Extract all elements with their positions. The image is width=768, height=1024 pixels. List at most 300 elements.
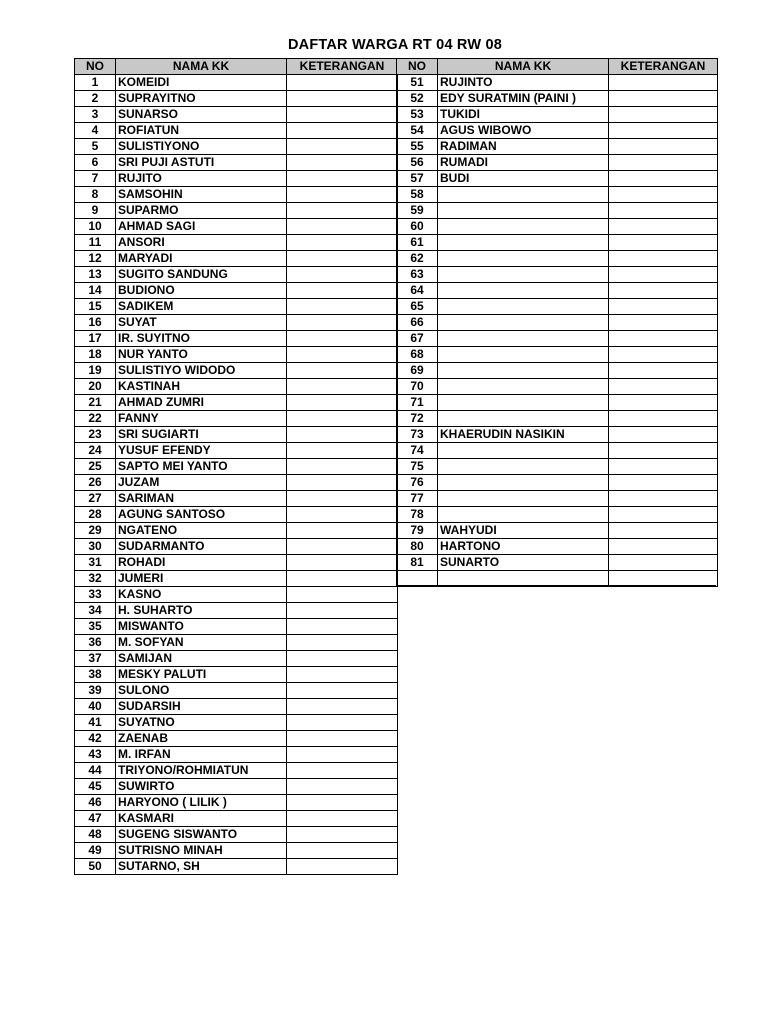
row-nama-kk: SUGENG SISWANTO: [116, 827, 287, 843]
row-nama-kk: [438, 507, 609, 523]
row-keterangan: [287, 763, 398, 779]
row-number: 41: [75, 715, 116, 731]
row-keterangan: [609, 555, 718, 571]
row-keterangan: [287, 235, 398, 251]
table-row: [75, 459, 398, 475]
row-nama-kk: [438, 395, 609, 411]
table-row: [75, 251, 398, 267]
row-nama-kk: SUPRAYITNO: [116, 91, 287, 107]
row-number: 54: [397, 123, 438, 139]
warga-table-right: [396, 58, 718, 587]
row-keterangan: [287, 107, 398, 123]
row-keterangan: [287, 475, 398, 491]
row-nama-kk: JUMERI: [116, 571, 287, 587]
table-row: [75, 107, 398, 123]
table-row: [397, 411, 718, 427]
row-keterangan: [287, 779, 398, 795]
table-row: [75, 507, 398, 523]
row-nama-kk: [438, 219, 609, 235]
row-number: 10: [75, 219, 116, 235]
header-nama-kk: NAMA KK: [438, 59, 609, 75]
row-nama-kk: KASTINAH: [116, 379, 287, 395]
row-keterangan: [287, 507, 398, 523]
row-nama-kk: AHMAD SAGI: [116, 219, 287, 235]
row-number: 8: [75, 187, 116, 203]
row-nama-kk: [438, 235, 609, 251]
table-row: [75, 155, 398, 171]
table-row: [75, 699, 398, 715]
row-nama-kk: BUDIONO: [116, 283, 287, 299]
row-keterangan: [287, 395, 398, 411]
row-number: 1: [75, 75, 116, 91]
row-nama-kk: BUDI: [438, 171, 609, 187]
row-number: 6: [75, 155, 116, 171]
row-number: 76: [397, 475, 438, 491]
row-number: 40: [75, 699, 116, 715]
row-keterangan: [609, 107, 718, 123]
row-keterangan: [609, 75, 718, 91]
row-keterangan: [287, 667, 398, 683]
row-nama-kk: AGUS WIBOWO: [438, 123, 609, 139]
row-keterangan: [287, 731, 398, 747]
table-row: [397, 91, 718, 107]
row-nama-kk: RUJINTO: [438, 75, 609, 91]
row-number: 5: [75, 139, 116, 155]
row-number: 49: [75, 843, 116, 859]
row-nama-kk: SUYATNO: [116, 715, 287, 731]
table-row: [75, 715, 398, 731]
row-number: 65: [397, 299, 438, 315]
table-row: [397, 459, 718, 475]
table-row: [75, 443, 398, 459]
row-nama-kk: [438, 475, 609, 491]
table-row: [75, 123, 398, 139]
row-nama-kk: [438, 347, 609, 363]
row-number: 60: [397, 219, 438, 235]
row-number: 25: [75, 459, 116, 475]
table-row: [75, 363, 398, 379]
table-row: [75, 843, 398, 859]
row-number: 13: [75, 267, 116, 283]
row-number: 30: [75, 539, 116, 555]
row-nama-kk: [438, 299, 609, 315]
row-number: 43: [75, 747, 116, 763]
page-title: DAFTAR WARGA RT 04 RW 08: [288, 37, 502, 53]
row-number: 4: [75, 123, 116, 139]
row-keterangan: [287, 299, 398, 315]
table-row: [75, 475, 398, 491]
row-nama-kk: [438, 443, 609, 459]
row-number: 31: [75, 555, 116, 571]
row-number: 29: [75, 523, 116, 539]
table-row: [75, 747, 398, 763]
table-row: [75, 347, 398, 363]
row-nama-kk: SAMIJAN: [116, 651, 287, 667]
table-row: [75, 267, 398, 283]
row-nama-kk: SUNARTO: [438, 555, 609, 571]
row-nama-kk: KASNO: [116, 587, 287, 603]
header-nama-kk: NAMA KK: [116, 59, 287, 75]
table-row: [75, 763, 398, 779]
row-keterangan: [287, 699, 398, 715]
row-keterangan: [609, 395, 718, 411]
table-header-row: [75, 59, 398, 75]
row-number: 14: [75, 283, 116, 299]
row-number: 15: [75, 299, 116, 315]
row-nama-kk: SAPTO MEI YANTO: [116, 459, 287, 475]
table-row: [397, 123, 718, 139]
table-row: [397, 251, 718, 267]
table-row: [75, 491, 398, 507]
row-nama-kk: SUNARSO: [116, 107, 287, 123]
row-nama-kk: SAMSOHIN: [116, 187, 287, 203]
row-keterangan: [609, 299, 718, 315]
row-nama-kk: KHAERUDIN NASIKIN: [438, 427, 609, 443]
row-number: 45: [75, 779, 116, 795]
row-number: 50: [75, 859, 116, 875]
row-number: 3: [75, 107, 116, 123]
row-number: 48: [75, 827, 116, 843]
row-nama-kk: YUSUF EFENDY: [116, 443, 287, 459]
row-keterangan: [287, 571, 398, 587]
row-keterangan: [287, 827, 398, 843]
table-row: [397, 107, 718, 123]
row-keterangan: [287, 443, 398, 459]
row-number: 61: [397, 235, 438, 251]
table-row: [75, 859, 398, 875]
row-keterangan: [287, 555, 398, 571]
row-nama-kk: [438, 283, 609, 299]
table-row: [397, 539, 718, 555]
row-number: 12: [75, 251, 116, 267]
row-keterangan: [287, 859, 398, 875]
table-row: [75, 827, 398, 843]
table-header-row: [397, 59, 718, 75]
row-number: 52: [397, 91, 438, 107]
row-nama-kk: SADIKEM: [116, 299, 287, 315]
table-row: [397, 379, 718, 395]
table-end-line: [396, 585, 716, 586]
row-nama-kk: AHMAD ZUMRI: [116, 395, 287, 411]
table-row: [397, 555, 718, 571]
row-number: 16: [75, 315, 116, 331]
row-nama-kk: SULISTIYO WIDODO: [116, 363, 287, 379]
row-nama-kk: EDY SURATMIN (PAINI ): [438, 91, 609, 107]
row-number: 55: [397, 139, 438, 155]
table-row: [397, 235, 718, 251]
row-keterangan: [609, 91, 718, 107]
row-number: 19: [75, 363, 116, 379]
row-keterangan: [609, 491, 718, 507]
row-keterangan: [287, 251, 398, 267]
row-number: 75: [397, 459, 438, 475]
row-keterangan: [609, 235, 718, 251]
table-row: [397, 219, 718, 235]
row-number: 36: [75, 635, 116, 651]
row-number: 63: [397, 267, 438, 283]
row-keterangan: [287, 747, 398, 763]
row-number: 26: [75, 475, 116, 491]
table-row: [397, 347, 718, 363]
table-row: [75, 731, 398, 747]
row-keterangan: [287, 587, 398, 603]
table-row: [397, 427, 718, 443]
row-number: 32: [75, 571, 116, 587]
row-number: 72: [397, 411, 438, 427]
table-row: [75, 171, 398, 187]
row-nama-kk: SULONO: [116, 683, 287, 699]
table-row: [397, 267, 718, 283]
table-row: [75, 523, 398, 539]
row-number: 2: [75, 91, 116, 107]
row-keterangan: [287, 459, 398, 475]
row-keterangan: [287, 427, 398, 443]
row-keterangan: [609, 443, 718, 459]
row-number: 9: [75, 203, 116, 219]
row-keterangan: [287, 635, 398, 651]
row-number: 56: [397, 155, 438, 171]
row-number: 73: [397, 427, 438, 443]
row-nama-kk: SRI PUJI ASTUTI: [116, 155, 287, 171]
table-row: [75, 331, 398, 347]
table-row: [75, 635, 398, 651]
table-row: [75, 219, 398, 235]
row-keterangan: [287, 651, 398, 667]
row-number: 79: [397, 523, 438, 539]
row-number: 70: [397, 379, 438, 395]
header-keterangan: KETERANGAN: [609, 59, 718, 75]
row-number: 24: [75, 443, 116, 459]
row-nama-kk: SUPARMO: [116, 203, 287, 219]
table-row: [397, 507, 718, 523]
table-row: [397, 523, 718, 539]
row-nama-kk: [438, 363, 609, 379]
row-keterangan: [609, 283, 718, 299]
row-nama-kk: [438, 267, 609, 283]
row-keterangan: [609, 411, 718, 427]
row-nama-kk: RUMADI: [438, 155, 609, 171]
row-keterangan: [609, 331, 718, 347]
row-keterangan: [287, 619, 398, 635]
row-keterangan: [287, 411, 398, 427]
row-number: 46: [75, 795, 116, 811]
table-row: [75, 603, 398, 619]
table-row: [397, 171, 718, 187]
table-row: [75, 571, 398, 587]
row-nama-kk: [438, 187, 609, 203]
row-keterangan: [287, 155, 398, 171]
row-keterangan: [609, 155, 718, 171]
table-row: [75, 187, 398, 203]
row-keterangan: [287, 171, 398, 187]
warga-table-left: [74, 58, 398, 875]
row-number: 64: [397, 283, 438, 299]
row-number: 51: [397, 75, 438, 91]
row-keterangan: [609, 267, 718, 283]
row-nama-kk: SUWIRTO: [116, 779, 287, 795]
header-no: NO: [397, 59, 438, 75]
table-row: [75, 555, 398, 571]
row-nama-kk: SUGITO SANDUNG: [116, 267, 287, 283]
row-keterangan: [609, 475, 718, 491]
row-nama-kk: [438, 315, 609, 331]
row-keterangan: [609, 523, 718, 539]
row-keterangan: [287, 603, 398, 619]
row-nama-kk: IR. SUYITNO: [116, 331, 287, 347]
row-nama-kk: M. IRFAN: [116, 747, 287, 763]
row-nama-kk: ROFIATUN: [116, 123, 287, 139]
row-number: 17: [75, 331, 116, 347]
row-nama-kk: SUDARMANTO: [116, 539, 287, 555]
row-keterangan: [287, 523, 398, 539]
row-number: 23: [75, 427, 116, 443]
row-keterangan: [287, 331, 398, 347]
row-keterangan: [287, 219, 398, 235]
row-nama-kk: [438, 251, 609, 267]
row-number: 37: [75, 651, 116, 667]
table-row: [75, 427, 398, 443]
table-row: [75, 667, 398, 683]
row-nama-kk: [438, 379, 609, 395]
table-row: [75, 139, 398, 155]
table-row: [75, 315, 398, 331]
row-keterangan: [609, 139, 718, 155]
row-keterangan: [609, 187, 718, 203]
row-nama-kk: SRI SUGIARTI: [116, 427, 287, 443]
row-keterangan: [287, 683, 398, 699]
row-number: 38: [75, 667, 116, 683]
row-keterangan: [287, 843, 398, 859]
row-nama-kk: HARYONO ( LILIK ): [116, 795, 287, 811]
row-keterangan: [287, 347, 398, 363]
row-number: 20: [75, 379, 116, 395]
row-keterangan: [287, 267, 398, 283]
row-nama-kk: SUTARNO, SH: [116, 859, 287, 875]
row-nama-kk: RUJITO: [116, 171, 287, 187]
row-number: 39: [75, 683, 116, 699]
row-keterangan: [287, 811, 398, 827]
row-keterangan: [287, 187, 398, 203]
table-row: [397, 299, 718, 315]
table-row: [75, 283, 398, 299]
row-keterangan: [609, 379, 718, 395]
row-number: 27: [75, 491, 116, 507]
row-number: 22: [75, 411, 116, 427]
row-number: 47: [75, 811, 116, 827]
table-row: [397, 443, 718, 459]
table-row: [397, 363, 718, 379]
row-nama-kk: JUZAM: [116, 475, 287, 491]
row-number: 58: [397, 187, 438, 203]
row-nama-kk: SUTRISNO MINAH: [116, 843, 287, 859]
row-number: 74: [397, 443, 438, 459]
row-number: 71: [397, 395, 438, 411]
row-nama-kk: MESKY PALUTI: [116, 667, 287, 683]
row-number: 67: [397, 331, 438, 347]
row-number: 68: [397, 347, 438, 363]
row-keterangan: [609, 363, 718, 379]
table-row: [75, 619, 398, 635]
table-row: [397, 187, 718, 203]
row-number: 59: [397, 203, 438, 219]
table-row: [75, 91, 398, 107]
row-keterangan: [287, 203, 398, 219]
row-number: 53: [397, 107, 438, 123]
row-keterangan: [287, 491, 398, 507]
table-row: [397, 331, 718, 347]
row-number: 35: [75, 619, 116, 635]
row-keterangan: [609, 315, 718, 331]
row-number: 78: [397, 507, 438, 523]
row-nama-kk: MARYADI: [116, 251, 287, 267]
row-nama-kk: [438, 331, 609, 347]
row-nama-kk: [438, 411, 609, 427]
row-number: 33: [75, 587, 116, 603]
row-number: 80: [397, 539, 438, 555]
row-nama-kk: ANSORI: [116, 235, 287, 251]
row-nama-kk: SULISTIYONO: [116, 139, 287, 155]
row-keterangan: [609, 427, 718, 443]
row-nama-kk: NGATENO: [116, 523, 287, 539]
table-row: [75, 779, 398, 795]
row-keterangan: [287, 715, 398, 731]
table-row: [75, 203, 398, 219]
table-row: [75, 811, 398, 827]
row-number: 28: [75, 507, 116, 523]
table-row: [397, 283, 718, 299]
table-row: [397, 139, 718, 155]
row-keterangan: [609, 539, 718, 555]
row-nama-kk: RADIMAN: [438, 139, 609, 155]
table-row: [75, 651, 398, 667]
row-nama-kk: [438, 459, 609, 475]
row-nama-kk: WAHYUDI: [438, 523, 609, 539]
row-number: 18: [75, 347, 116, 363]
row-number: 57: [397, 171, 438, 187]
table-row: [397, 395, 718, 411]
row-keterangan: [287, 283, 398, 299]
row-nama-kk: HARTONO: [438, 539, 609, 555]
row-keterangan: [609, 123, 718, 139]
row-number: 69: [397, 363, 438, 379]
row-keterangan: [287, 539, 398, 555]
row-nama-kk: [438, 491, 609, 507]
row-nama-kk: [438, 203, 609, 219]
table-row: [397, 315, 718, 331]
row-nama-kk: ROHADI: [116, 555, 287, 571]
row-nama-kk: AGUNG SANTOSO: [116, 507, 287, 523]
row-nama-kk: FANNY: [116, 411, 287, 427]
row-keterangan: [609, 459, 718, 475]
row-number: 44: [75, 763, 116, 779]
table-row: [75, 587, 398, 603]
row-keterangan: [609, 251, 718, 267]
row-nama-kk: MISWANTO: [116, 619, 287, 635]
row-nama-kk: TRIYONO/ROHMIATUN: [116, 763, 287, 779]
row-keterangan: [609, 203, 718, 219]
row-keterangan: [287, 795, 398, 811]
row-nama-kk: SARIMAN: [116, 491, 287, 507]
row-keterangan: [609, 171, 718, 187]
row-keterangan: [609, 219, 718, 235]
row-keterangan: [287, 75, 398, 91]
table-row: [75, 299, 398, 315]
table-row: [75, 795, 398, 811]
row-number: 34: [75, 603, 116, 619]
table-row: [75, 379, 398, 395]
row-nama-kk: KASMARI: [116, 811, 287, 827]
table-row: [75, 235, 398, 251]
